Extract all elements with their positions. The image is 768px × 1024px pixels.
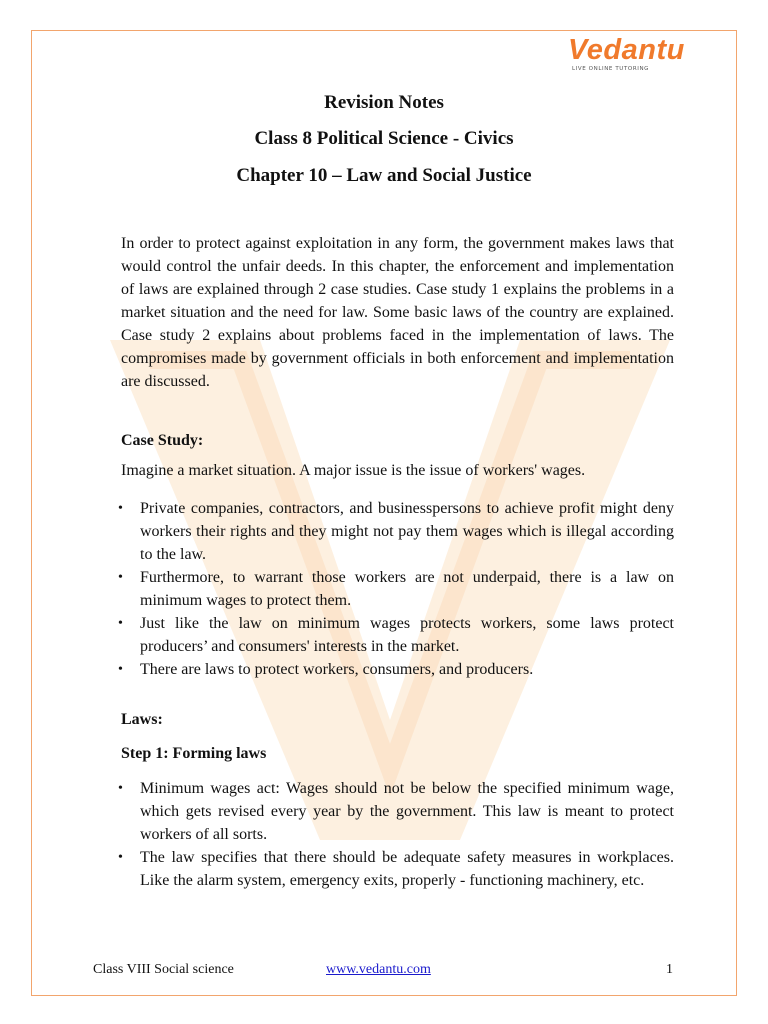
chapter-title: Chapter 10 – Law and Social Justice xyxy=(236,165,532,186)
list-item-text: Furthermore, to warrant those workers are not underpaid, there is a law on minimum wages to protect them. xyxy=(140,569,674,609)
footer-class-label: Class VIII Social science xyxy=(93,962,234,977)
intro-paragraph: In order to protect against exploitation in any form, the government makes laws that would control the unfair deeds. In this chapter, the enforcement and implementation of laws are explained through 2 case studies. Case study 1 explains the problems in a market situation and the need for law. Some basic laws of the country are explained. Case study 2 explains about problems faced in the implementation of laws. The compromises made by government officials in both enforcement and implementation are discussed. xyxy=(121,235,674,390)
list-item-text: Private companies, contractors, and businesspersons to achieve profit might deny workers their rights and they might not pay them wages which is illegal according to the law. xyxy=(140,500,674,563)
case-study-list xyxy=(118,497,674,681)
list-item xyxy=(118,566,674,612)
list-item xyxy=(118,497,674,566)
laws-heading: Laws: xyxy=(121,711,163,728)
logo-tagline: LIVE ONLINE TUTORING xyxy=(572,66,650,72)
case-study-heading: Case Study: xyxy=(121,432,204,449)
list-item xyxy=(118,612,674,658)
list-item-text: Minimum wages act: Wages should not be below the specified minimum wage, which gets revised every year by the government. This law is meant to protect workers of all sorts. xyxy=(140,780,674,843)
bullet-icon: • xyxy=(118,616,123,631)
page-number: 1 xyxy=(666,962,673,977)
list-item xyxy=(118,658,674,681)
list-item xyxy=(118,846,674,892)
list-item xyxy=(118,777,674,846)
vedantu-logo xyxy=(560,34,685,82)
bullet-icon: • xyxy=(118,501,123,516)
laws-list xyxy=(118,777,674,892)
page-title: Revision Notes xyxy=(324,92,444,113)
list-item-text: There are laws to protect workers, consumers, and producers. xyxy=(140,661,534,678)
step-heading: Step 1: Forming laws xyxy=(121,745,267,762)
footer-website-link[interactable]: www.vedantu.com xyxy=(326,962,431,977)
list-item-text: The law specifies that there should be adequate safety measures in workplaces. Like the alarm system, emergency exits, properly - functioning machinery, etc. xyxy=(140,849,674,889)
logo-wordmark: Vedantu xyxy=(568,34,685,66)
case-study-lead: Imagine a market situation. A major issue is the issue of workers' wages. xyxy=(121,462,586,479)
bullet-icon: • xyxy=(118,850,123,865)
bullet-icon: • xyxy=(118,781,123,796)
bullet-icon: • xyxy=(118,662,123,677)
bullet-icon: • xyxy=(118,570,123,585)
list-item-text: Just like the law on minimum wages protects workers, some laws protect producers’ and consumers' interests in the market. xyxy=(140,615,674,655)
page-subtitle: Class 8 Political Science - Civics xyxy=(254,128,514,149)
